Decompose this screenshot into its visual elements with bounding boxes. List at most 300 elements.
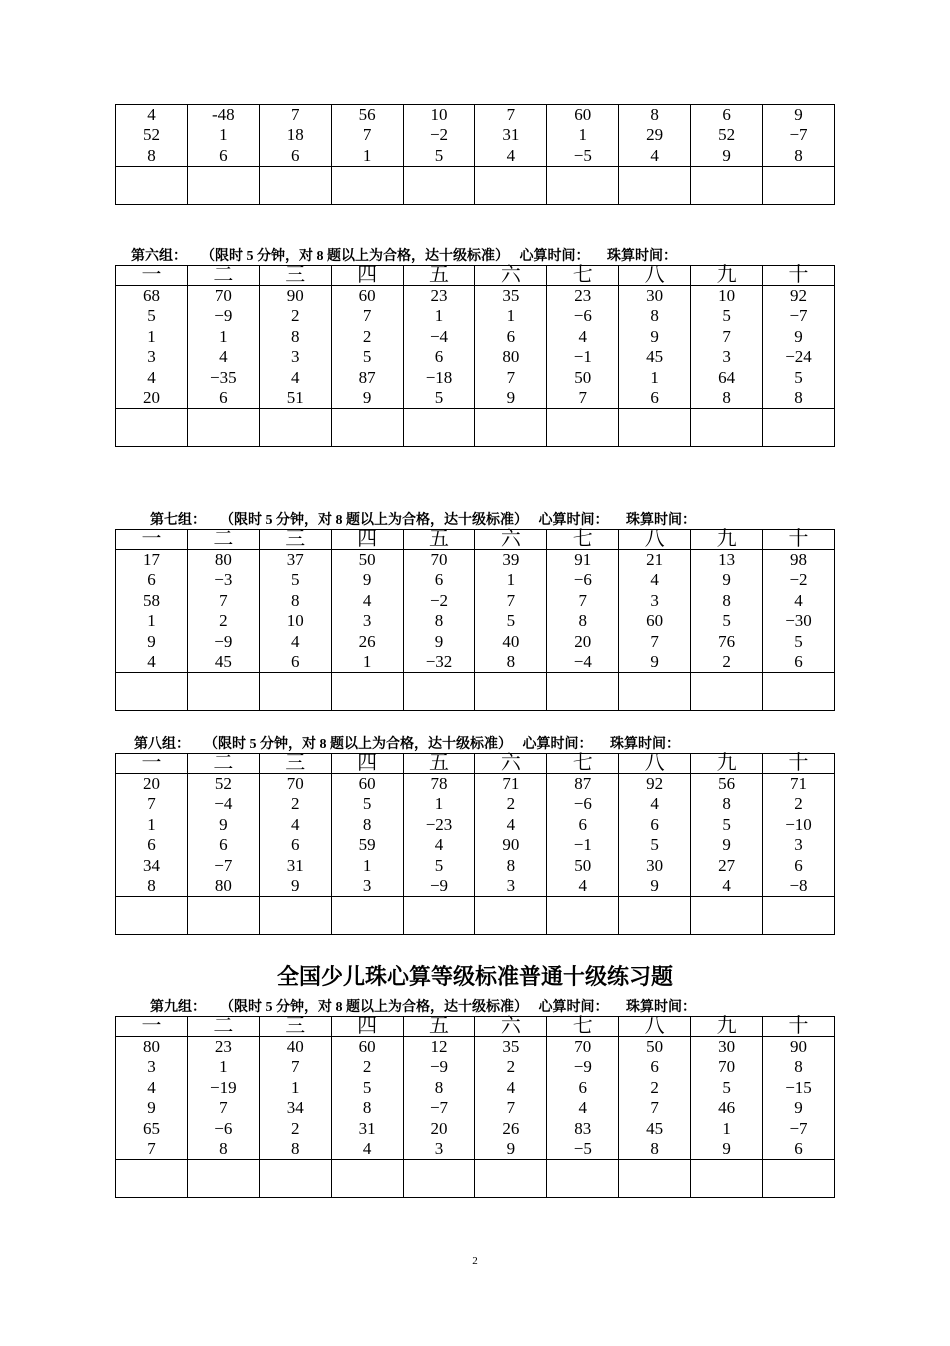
answer-cell[interactable] [403,409,475,447]
number-value: 20 [142,387,160,407]
answer-cell[interactable] [619,897,691,935]
column-header: 四 [331,266,403,286]
number-value: 4 [506,1077,516,1097]
number-value: 8 [362,814,372,834]
answer-cell[interactable] [547,673,619,711]
number-value: −6 [214,1118,233,1138]
answer-cell[interactable] [691,1160,763,1198]
answer-cell[interactable] [259,897,331,935]
answer-cell[interactable] [403,167,475,205]
number-value: 8 [794,145,803,165]
header-row [116,754,835,774]
number-value: −7 [789,125,808,145]
number-value: 3 [362,875,372,895]
number-value: 6 [434,347,444,367]
number-value: 4 [147,367,156,387]
number-value: 1 [219,125,228,145]
number-value: 5 [362,347,372,367]
number-value: 8 [650,306,659,326]
number-value: 30 [646,286,664,305]
number-value: 7 [578,387,588,407]
number-value: 3 [794,835,803,855]
group-6-table [115,265,835,447]
number-value: 90 [286,286,304,305]
number-value: 6 [794,855,803,875]
number-value: 4 [362,590,372,610]
number-value: 6 [506,326,516,346]
number-value: 68 [142,286,160,305]
header-row [116,530,835,550]
number-value: 60 [574,105,592,124]
problem-cell [403,1037,475,1160]
answer-cell[interactable] [691,673,763,711]
problem-cell [691,105,763,167]
number-value: 7 [506,590,516,610]
problem-cell [619,105,691,167]
answer-cell[interactable] [403,673,475,711]
number-value: 9 [722,835,731,855]
number-row [116,550,835,673]
number-value: 90 [502,835,520,855]
number-value: −6 [573,306,592,326]
number-value: 40 [502,631,520,651]
number-value: 35 [502,1037,520,1056]
number-value: 9 [650,326,659,346]
column-header: 一 [116,1017,188,1037]
column-header: 四 [331,530,403,550]
number-value: 5 [147,306,156,326]
number-value: 2 [722,651,731,671]
number-value: 71 [502,774,520,793]
column-header: 二 [187,1017,259,1037]
answer-row [116,673,835,711]
number-value: 31 [502,125,520,145]
number-value: 5 [794,367,803,387]
number-value: −9 [429,875,449,895]
number-value: 1 [506,570,516,590]
answer-cell[interactable] [331,1160,403,1198]
number-value: 83 [574,1118,592,1138]
number-value: 52 [718,125,736,145]
number-value: 76 [718,631,736,651]
number-value: 6 [794,651,803,671]
number-value: 18 [286,125,304,145]
number-value: −23 [425,814,453,834]
number-value: 6 [794,1138,803,1158]
column-header: 四 [331,754,403,774]
answer-cell[interactable] [619,1160,691,1198]
problem-cell [475,550,547,673]
number-value: 20 [142,774,160,793]
number-value: 17 [142,550,160,569]
answer-cell[interactable] [619,167,691,205]
number-value: 50 [574,367,592,387]
number-value: 3 [650,590,659,610]
number-value: 10 [286,611,304,631]
column-header: 九 [691,754,763,774]
column-header: 六 [475,530,547,550]
number-value: 6 [290,651,300,671]
number-value: −7 [789,1118,808,1138]
number-value: 45 [214,651,232,671]
number-value: 1 [434,306,444,326]
header-row [116,1017,835,1037]
problem-cell [116,105,188,167]
number-value: 2 [362,1057,372,1077]
main-title: 全国少儿珠心算等级标准普通十级练习题 [276,964,673,989]
number-value: 65 [142,1118,160,1138]
number-value: 7 [362,125,372,145]
answer-cell[interactable] [187,167,259,205]
answer-cell[interactable] [187,1160,259,1198]
problem-cell [619,774,691,897]
number-value: 6 [219,835,228,855]
number-value: 52 [214,774,232,793]
number-value: 1 [722,1118,731,1138]
number-value: 7 [362,306,372,326]
number-value: 7 [219,590,228,610]
number-value: 30 [646,855,664,875]
answer-cell[interactable] [547,409,619,447]
number-value: 8 [147,875,156,895]
problem-cell [691,1037,763,1160]
answer-cell[interactable] [691,167,763,205]
number-value: −30 [785,611,812,631]
number-value: 7 [147,794,156,814]
number-value: 8 [434,611,444,631]
number-value: -48 [212,105,235,124]
column-header: 七 [547,754,619,774]
number-value: 1 [506,306,516,326]
number-value: 6 [434,570,444,590]
number-value: 5 [650,835,659,855]
number-value: 8 [362,1098,372,1118]
number-value: 1 [219,1057,228,1077]
answer-cell[interactable] [331,409,403,447]
number-value: 2 [794,794,803,814]
number-value: 1 [147,611,156,631]
column-header: 二 [187,530,259,550]
number-value: 1 [147,326,156,346]
number-value: 3 [434,1138,444,1158]
number-value: 10 [430,105,448,124]
number-value: 1 [650,367,659,387]
number-value: 4 [219,347,228,367]
number-value: 80 [502,347,520,367]
answer-cell[interactable] [547,167,619,205]
number-value: 60 [358,286,376,305]
number-value: 5 [506,611,516,631]
answer-cell[interactable] [763,1160,835,1198]
number-value: 9 [147,1098,156,1118]
answer-cell[interactable] [116,1160,188,1198]
answer-cell[interactable] [116,409,188,447]
problem-cell [475,105,547,167]
number-value: 8 [506,651,516,671]
answer-cell[interactable] [763,897,835,935]
answer-cell[interactable] [403,1160,475,1198]
answer-cell[interactable] [116,673,188,711]
answer-row [116,1160,835,1198]
problem-cell [259,774,331,897]
answer-cell[interactable] [763,409,835,447]
number-value: 7 [506,105,516,124]
number-value: −4 [429,326,449,346]
answer-cell[interactable] [547,897,619,935]
number-value: 9 [362,387,372,407]
problem-cell [691,774,763,897]
number-value: 9 [794,326,803,346]
problem-cell [187,774,259,897]
number-value: 4 [147,651,156,671]
group-7-table [115,529,835,711]
problem-cell [403,550,475,673]
answer-cell[interactable] [763,673,835,711]
number-value: 5 [290,570,300,590]
answer-row [116,897,835,935]
number-value: 8 [219,1138,228,1158]
column-header: 十 [763,1017,835,1037]
number-value: 39 [502,550,520,569]
number-value: 9 [650,651,659,671]
number-value: 80 [214,550,232,569]
column-header: 五 [403,266,475,286]
number-value: 9 [722,1138,731,1158]
number-value: 9 [794,1098,803,1118]
answer-cell[interactable] [547,1160,619,1198]
number-value: 4 [147,1077,156,1097]
column-header: 三 [259,754,331,774]
number-value: 12 [430,1037,448,1056]
answer-cell[interactable] [619,409,691,447]
answer-cell[interactable] [475,673,547,711]
partial-exercise-table [115,104,835,205]
answer-cell[interactable] [331,167,403,205]
answer-cell[interactable] [187,409,259,447]
column-header: 六 [475,1017,547,1037]
number-value: 92 [790,286,807,305]
number-value: 3 [147,347,156,367]
answer-cell[interactable] [116,897,188,935]
column-header: 十 [763,530,835,550]
number-value: 30 [718,1037,736,1056]
column-header: 七 [547,530,619,550]
number-value: 8 [506,855,516,875]
column-header: 三 [259,530,331,550]
answer-cell[interactable] [187,897,259,935]
answer-cell[interactable] [475,897,547,935]
number-value: −7 [214,855,233,875]
column-header: 七 [547,266,619,286]
number-value: 9 [147,631,156,651]
column-header: 九 [691,266,763,286]
number-value: −35 [210,367,237,387]
answer-cell[interactable] [691,409,763,447]
number-value: 35 [502,286,520,305]
problem-cell [116,1037,188,1160]
number-value: 50 [358,550,376,569]
group-8-table [115,753,835,935]
answer-cell[interactable] [475,1160,547,1198]
number-value: 1 [362,145,372,165]
number-value: 13 [718,550,736,569]
answer-cell[interactable] [475,167,547,205]
number-value: 60 [358,1037,376,1056]
number-value: 8 [147,145,156,165]
problem-cell [187,550,259,673]
number-value: 70 [574,1037,592,1056]
number-value: 58 [142,590,160,610]
number-value: 7 [219,1098,228,1118]
problem-cell [763,550,835,673]
number-value: −5 [573,145,592,165]
problem-cell [403,286,475,409]
number-value: 1 [290,1077,300,1097]
answer-cell[interactable] [619,673,691,711]
number-value: −2 [429,125,449,145]
column-header: 六 [475,266,547,286]
group-9-table [115,1016,835,1198]
number-value: 4 [434,835,444,855]
number-value: 1 [147,814,156,834]
number-value: 60 [358,774,376,793]
answer-cell[interactable] [403,897,475,935]
problem-cell [116,286,188,409]
number-value: 2 [506,794,516,814]
answer-cell[interactable] [475,409,547,447]
number-value: 6 [722,105,731,124]
number-value: 4 [578,875,588,895]
number-value: 7 [290,105,300,124]
number-value: 2 [290,794,300,814]
number-value: 4 [578,1098,588,1118]
number-value: 91 [574,550,592,569]
number-value: 5 [722,1077,731,1097]
number-value: 50 [646,1037,664,1056]
answer-cell[interactable] [691,897,763,935]
number-value: 8 [722,387,731,407]
number-value: −6 [573,570,592,590]
number-value: 4 [290,631,300,651]
column-header: 三 [259,266,331,286]
problem-cell [547,105,619,167]
answer-cell[interactable] [259,167,331,205]
number-value: 1 [362,855,372,875]
answer-cell[interactable] [187,673,259,711]
number-value: 3 [722,347,731,367]
number-value: 6 [219,145,228,165]
number-value: −3 [214,570,233,590]
column-header: 八 [619,1017,691,1037]
column-header: 二 [187,266,259,286]
number-value: 23 [430,286,448,305]
problem-cell [259,1037,331,1160]
number-value: −32 [425,651,453,671]
number-value: 4 [650,145,659,165]
answer-cell[interactable] [259,673,331,711]
number-value: 6 [290,145,300,165]
answer-cell[interactable] [763,167,835,205]
number-value: 5 [362,794,372,814]
number-value: −15 [785,1077,812,1097]
column-header: 八 [619,754,691,774]
answer-cell[interactable] [331,897,403,935]
answer-cell[interactable] [259,1160,331,1198]
problem-cell [547,286,619,409]
problem-cell [619,286,691,409]
number-value: 6 [650,387,659,407]
number-row [116,774,835,897]
number-value: 3 [506,875,516,895]
number-value: 8 [722,590,731,610]
number-value: 56 [718,774,736,793]
number-value: 50 [574,855,592,875]
number-value: 6 [578,1077,588,1097]
number-value: 1 [362,651,372,671]
header-row [116,266,835,286]
column-header: 一 [116,266,188,286]
number-value: 7 [506,367,516,387]
number-value: −6 [573,794,592,814]
number-value: 78 [430,774,448,793]
problem-cell [547,774,619,897]
number-value: 6 [219,387,228,407]
number-value: 9 [434,631,444,651]
number-value: 2 [290,306,300,326]
column-header: 十 [763,754,835,774]
problem-cell [475,774,547,897]
number-value: −1 [573,835,592,855]
number-value: 2 [362,326,372,346]
answer-cell[interactable] [259,409,331,447]
number-value: 70 [718,1057,736,1077]
number-value: 7 [147,1138,156,1158]
problem-cell [187,286,259,409]
answer-cell[interactable] [116,167,188,205]
number-value: 7 [506,1098,516,1118]
answer-cell[interactable] [331,673,403,711]
column-header: 二 [187,754,259,774]
number-value: 9 [794,105,803,124]
problem-cell [187,1037,259,1160]
group-7-title: 第七组： （限时 5 分钟，对 8 题以上为合格，达十级标准） 心算时间： 珠算时间： [150,513,696,528]
number-value: 31 [286,855,304,875]
number-value: 46 [718,1098,736,1118]
number-value: −9 [573,1057,592,1077]
problem-cell [475,286,547,409]
number-value: 3 [147,1057,156,1077]
number-value: 2 [290,1118,300,1138]
number-value: −5 [573,1138,592,1158]
number-value: 59 [358,835,376,855]
number-value: 4 [578,326,588,346]
number-value: 80 [214,875,232,895]
number-value: 5 [434,855,444,875]
number-row [116,105,835,167]
number-value: 56 [358,105,376,124]
column-header: 三 [259,1017,331,1037]
number-value: −9 [214,306,233,326]
number-value: −9 [214,631,233,651]
number-value: 31 [358,1118,376,1138]
number-value: 87 [574,774,592,793]
number-value: 4 [794,590,803,610]
number-value: 70 [286,774,304,793]
problem-cell [259,105,331,167]
number-value: 70 [214,286,232,305]
problem-cell [187,105,259,167]
number-value: 1 [434,794,444,814]
